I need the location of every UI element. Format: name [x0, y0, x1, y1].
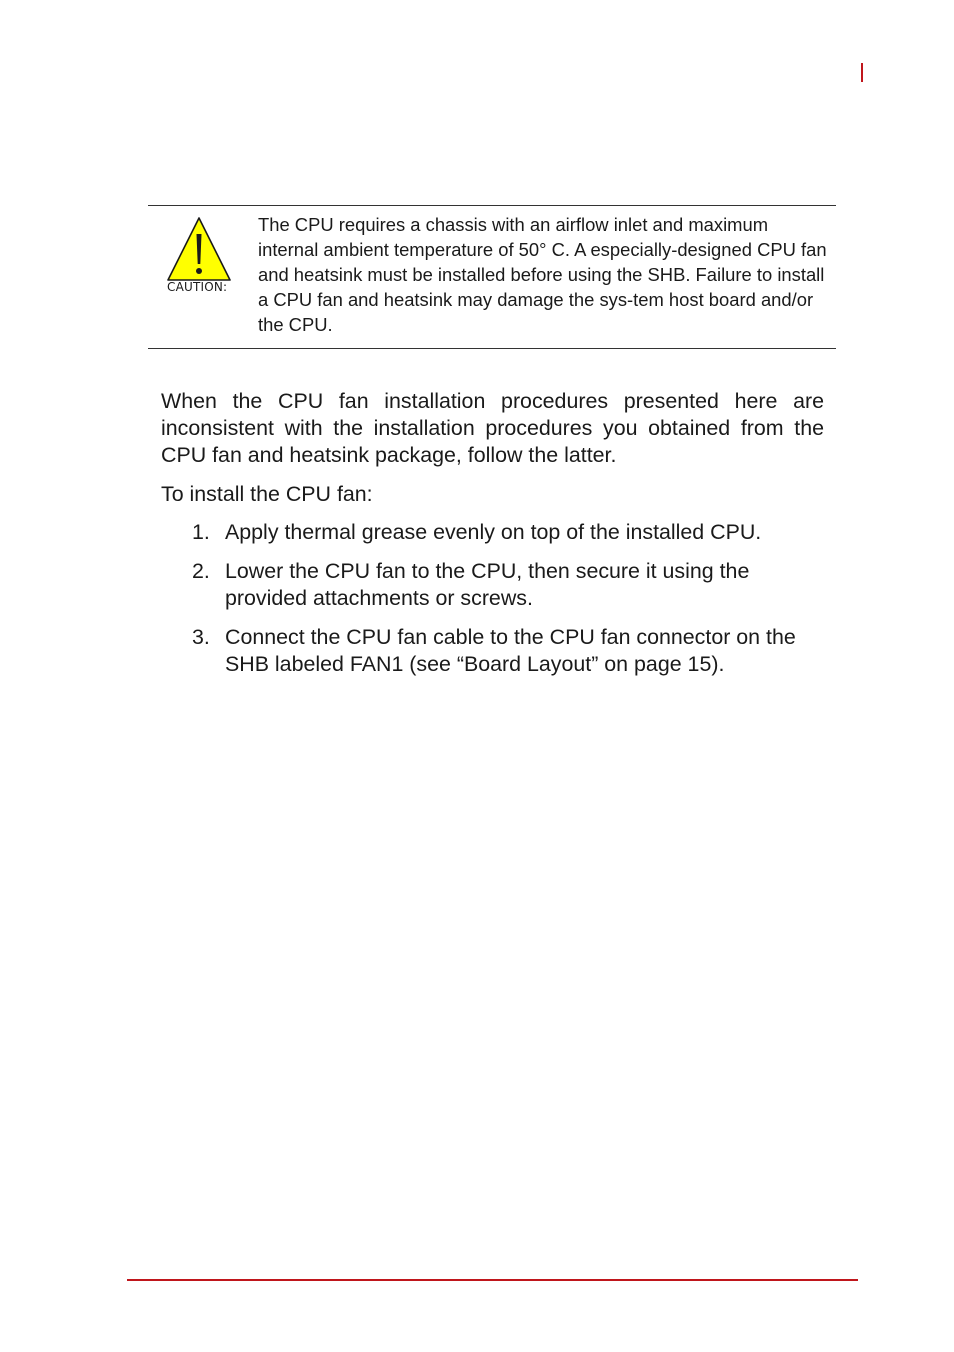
caution-notice: [148, 205, 836, 349]
step-number: 3.: [192, 625, 210, 649]
step-number: 2.: [192, 559, 210, 583]
step-text: Lower the CPU fan to the CPU, then secure it using the provided attachments or screws.: [225, 559, 750, 610]
step-text: Connect the CPU fan cable to the CPU fan connector on the SHB labeled FAN1 (see “Board Layout” on page 15).: [225, 625, 796, 676]
footer-rule: [127, 1279, 858, 1281]
steps-lead-paragraph: To install the CPU fan:: [161, 482, 373, 506]
caution-text: The CPU requires a chassis with an airflow inlet and maximum internal ambient temperature of 50° C. A especially-designed CPU fan and heatsink must be installed before using the SHB. Failure to install a CPU fan and heatsink may damage the sys-tem host board and/or the CPU.: [258, 214, 827, 335]
step-text: Apply thermal grease evenly on top of the installed CPU.: [225, 520, 762, 544]
step-number: 1.: [192, 520, 210, 544]
caution-label: CAUTION:: [167, 280, 228, 294]
warning-triangle-icon: [166, 216, 232, 282]
header-accent-bar: [861, 63, 863, 82]
intro-paragraph: When the CPU fan installation procedures presented here are inconsistent with the installation procedures you obtained from the CPU fan and heatsink package, follow the latter.: [161, 389, 824, 467]
